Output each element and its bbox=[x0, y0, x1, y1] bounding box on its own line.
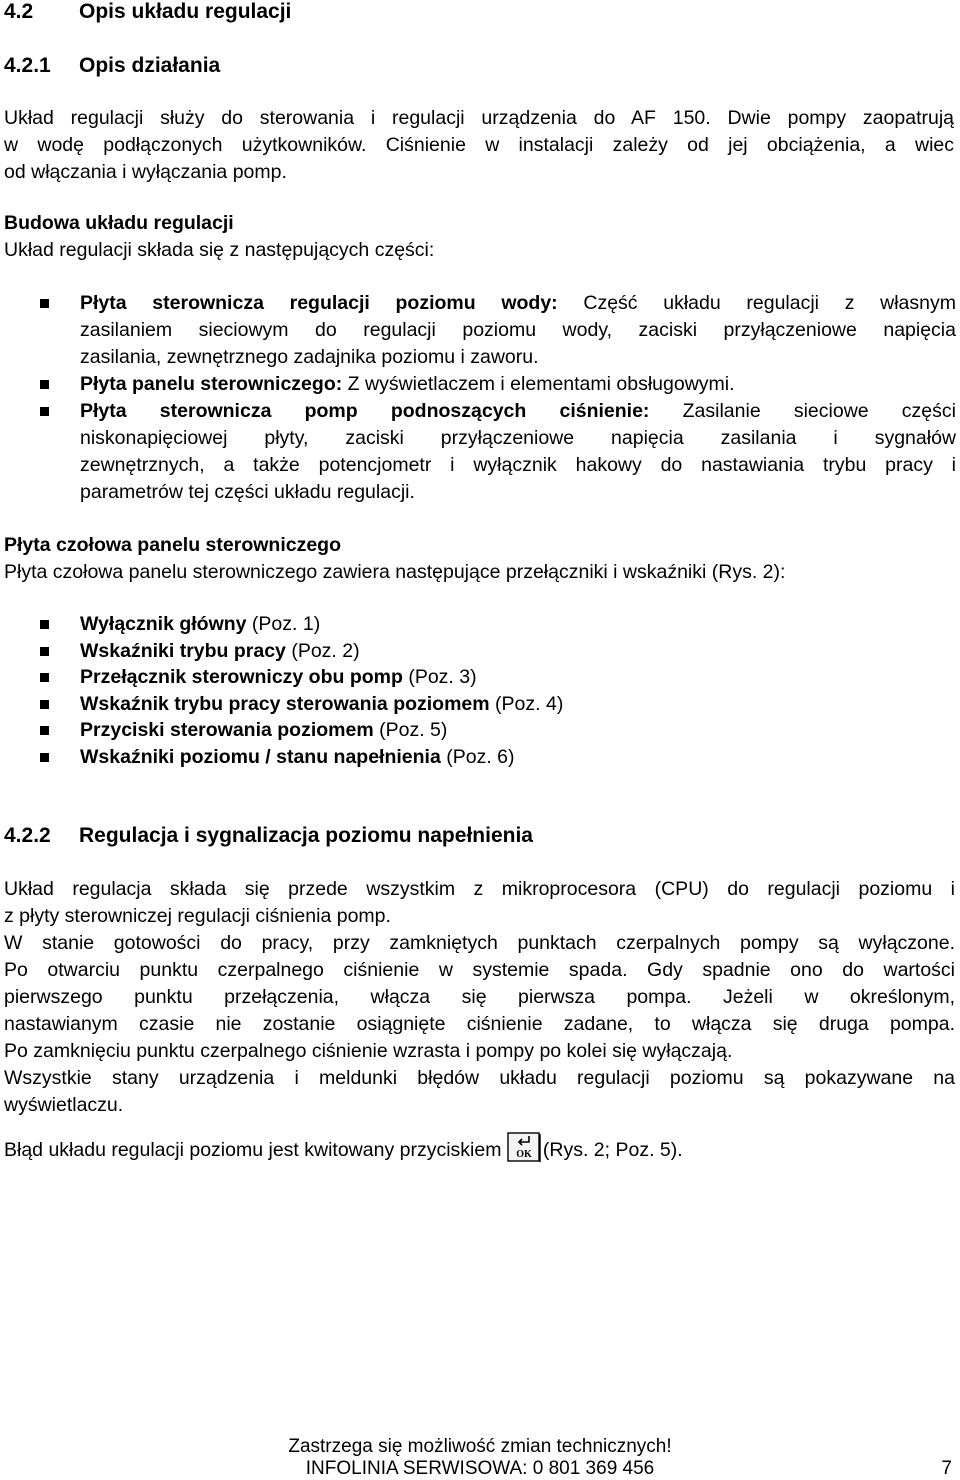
item-title: Wskaźniki poziomu / stanu napełnienia bbox=[80, 746, 441, 768]
bullet-icon bbox=[40, 673, 49, 682]
text-line: od włączania i wyłączania pomp. bbox=[4, 161, 287, 183]
item-line bbox=[80, 290, 956, 317]
ok-enter-icon bbox=[507, 1132, 541, 1162]
panel-heading: Płyta czołowa panelu sterowniczego bbox=[4, 534, 341, 556]
text-line: Wszystkie stany urządzenia i meldunki błędów układu regulacji poziomu są pokazywane na bbox=[4, 1067, 955, 1089]
item-text: (Poz. 2) bbox=[285, 640, 360, 662]
item-title: Wskaźniki trybu pracy bbox=[80, 640, 286, 662]
subsection-number: 4.2.2 bbox=[4, 824, 51, 847]
section-title: Opis układu regulacji bbox=[79, 0, 292, 23]
item-text: Zasilanie sieciowe części bbox=[649, 400, 956, 422]
bullet-icon bbox=[40, 700, 49, 709]
subsection-title: Opis działania bbox=[79, 54, 221, 77]
item-line: zasilania, zewnętrznego zadajnika poziomu i zaworu. bbox=[80, 346, 539, 368]
bullet-icon bbox=[40, 726, 49, 735]
text-line: pierwszego punktu przełączenia, włącza się pierwsza pompa. Jeżeli w określonym, bbox=[4, 986, 955, 1008]
item-title: Wyłącznik główny bbox=[80, 613, 247, 635]
section-heading bbox=[4, 0, 960, 24]
item-line: zasilaniem sieciowym do regulacji poziomu wody, zaciski przyłączeniowe napięcia bbox=[80, 319, 956, 341]
item-text: (Poz. 3) bbox=[402, 666, 477, 688]
ack-text: (Rys. 2; Poz. 5). bbox=[542, 1139, 683, 1161]
subsection-number: 4.2.1 bbox=[4, 54, 51, 77]
item-line: niskonapięciowej płyty, zaciski przyłączeniowe napięcia zasilania i sygnałów bbox=[80, 427, 956, 449]
item-text: (Poz. 5) bbox=[373, 719, 448, 741]
item-line bbox=[80, 398, 956, 425]
footer-hotline: INFOLINIA SERWISOWA: 0 801 369 456 bbox=[305, 1458, 655, 1479]
text-line: Układ regulacja składa się przede wszystkim z mikroprocesora (CPU) do regulacji poziomu i bbox=[4, 878, 955, 900]
item-title: Przyciski sterowania poziomem bbox=[80, 719, 374, 741]
text-line: Układ regulacji służy do sterowania i regulacji urządzenia do AF 150. Dwie pompy zaopatrują bbox=[4, 107, 954, 129]
bullet-icon bbox=[40, 753, 49, 762]
text-line: wyświetlaczu. bbox=[4, 1094, 124, 1116]
regulacja-paragraph bbox=[4, 876, 955, 1119]
footer-notice: Zastrzega się możliwość zmian technicznych! bbox=[288, 1436, 672, 1457]
item-title: Przełącznik sterowniczy obu pomp bbox=[80, 666, 403, 688]
item-line bbox=[80, 371, 956, 398]
item-title: Płyta panelu sterowniczego: bbox=[80, 373, 343, 395]
intro-paragraph bbox=[4, 105, 954, 186]
subsection-title: Regulacja i sygnalizacja poziomu napełnienia bbox=[79, 824, 533, 847]
text-line: Po zamknięciu punktu czerpalnego ciśnienie wzrasta i pompy po kolei się wyłączają. bbox=[4, 1040, 733, 1062]
bullet-icon bbox=[40, 299, 49, 308]
text-line: nastawianym czasie nie zostanie osiągnięte ciśnienie zadane, to włącza się druga pompa. bbox=[4, 1013, 955, 1035]
text-line: Po otwarciu punktu czerpalnego ciśnienie w systemie spada. Gdy spadnie ono do wartości bbox=[4, 959, 955, 981]
budowa-lead: Układ regulacji składa się z następujących części: bbox=[4, 239, 435, 261]
bullet-icon bbox=[40, 407, 49, 416]
ack-text: Błąd układu regulacji poziomu jest kwitowany przyciskiem bbox=[4, 1139, 507, 1161]
item-text: Część układu regulacji z własnym bbox=[557, 292, 956, 314]
section-number: 4.2 bbox=[4, 0, 34, 23]
subsection-heading-2 bbox=[4, 824, 960, 848]
budowa-heading: Budowa układu regulacji bbox=[4, 212, 234, 234]
item-title: Wskaźnik trybu pracy sterowania poziomem bbox=[80, 693, 490, 715]
panel-lead: Płyta czołowa panelu sterowniczego zawiera następujące przełączniki i wskaźniki (Rys. 2): bbox=[4, 561, 786, 583]
bullet-icon bbox=[40, 620, 49, 629]
item-line: parametrów tej części układu regulacji. bbox=[80, 481, 415, 503]
text-line: z płyty sterowniczej regulacji ciśnienia pomp. bbox=[4, 905, 391, 927]
item-text: (Poz. 4) bbox=[489, 693, 564, 715]
item-line: zewnętrznych, a także potencjometr i wyłącznik hakowy do nastawiania trybu pracy i bbox=[80, 454, 956, 476]
page-number: 7 bbox=[941, 1458, 952, 1479]
bullet-icon bbox=[40, 647, 49, 656]
bullet-icon bbox=[40, 380, 49, 389]
text-line: W stanie gotowości do pracy, przy zamkniętych punktach czerpalnych pompy są wyłączone. bbox=[4, 932, 955, 954]
item-title: Płyta sterownicza regulacji poziomu wody: bbox=[80, 292, 558, 314]
item-text: (Poz. 6) bbox=[440, 746, 515, 768]
text-line: w wodę podłączonych użytkowników. Ciśnienie w instalacji zależy od jej obciążenia, a wiec bbox=[4, 134, 954, 156]
ack-line bbox=[4, 1132, 960, 1164]
item-text: Z wyświetlaczem i elementami obsługowymi. bbox=[342, 373, 735, 395]
item-text: (Poz. 1) bbox=[246, 613, 321, 635]
item-title: Płyta sterownicza pomp podnoszących ciśnienie: bbox=[80, 400, 650, 422]
subsection-heading-1 bbox=[4, 54, 960, 78]
ok-button-label: OK bbox=[516, 1149, 532, 1160]
